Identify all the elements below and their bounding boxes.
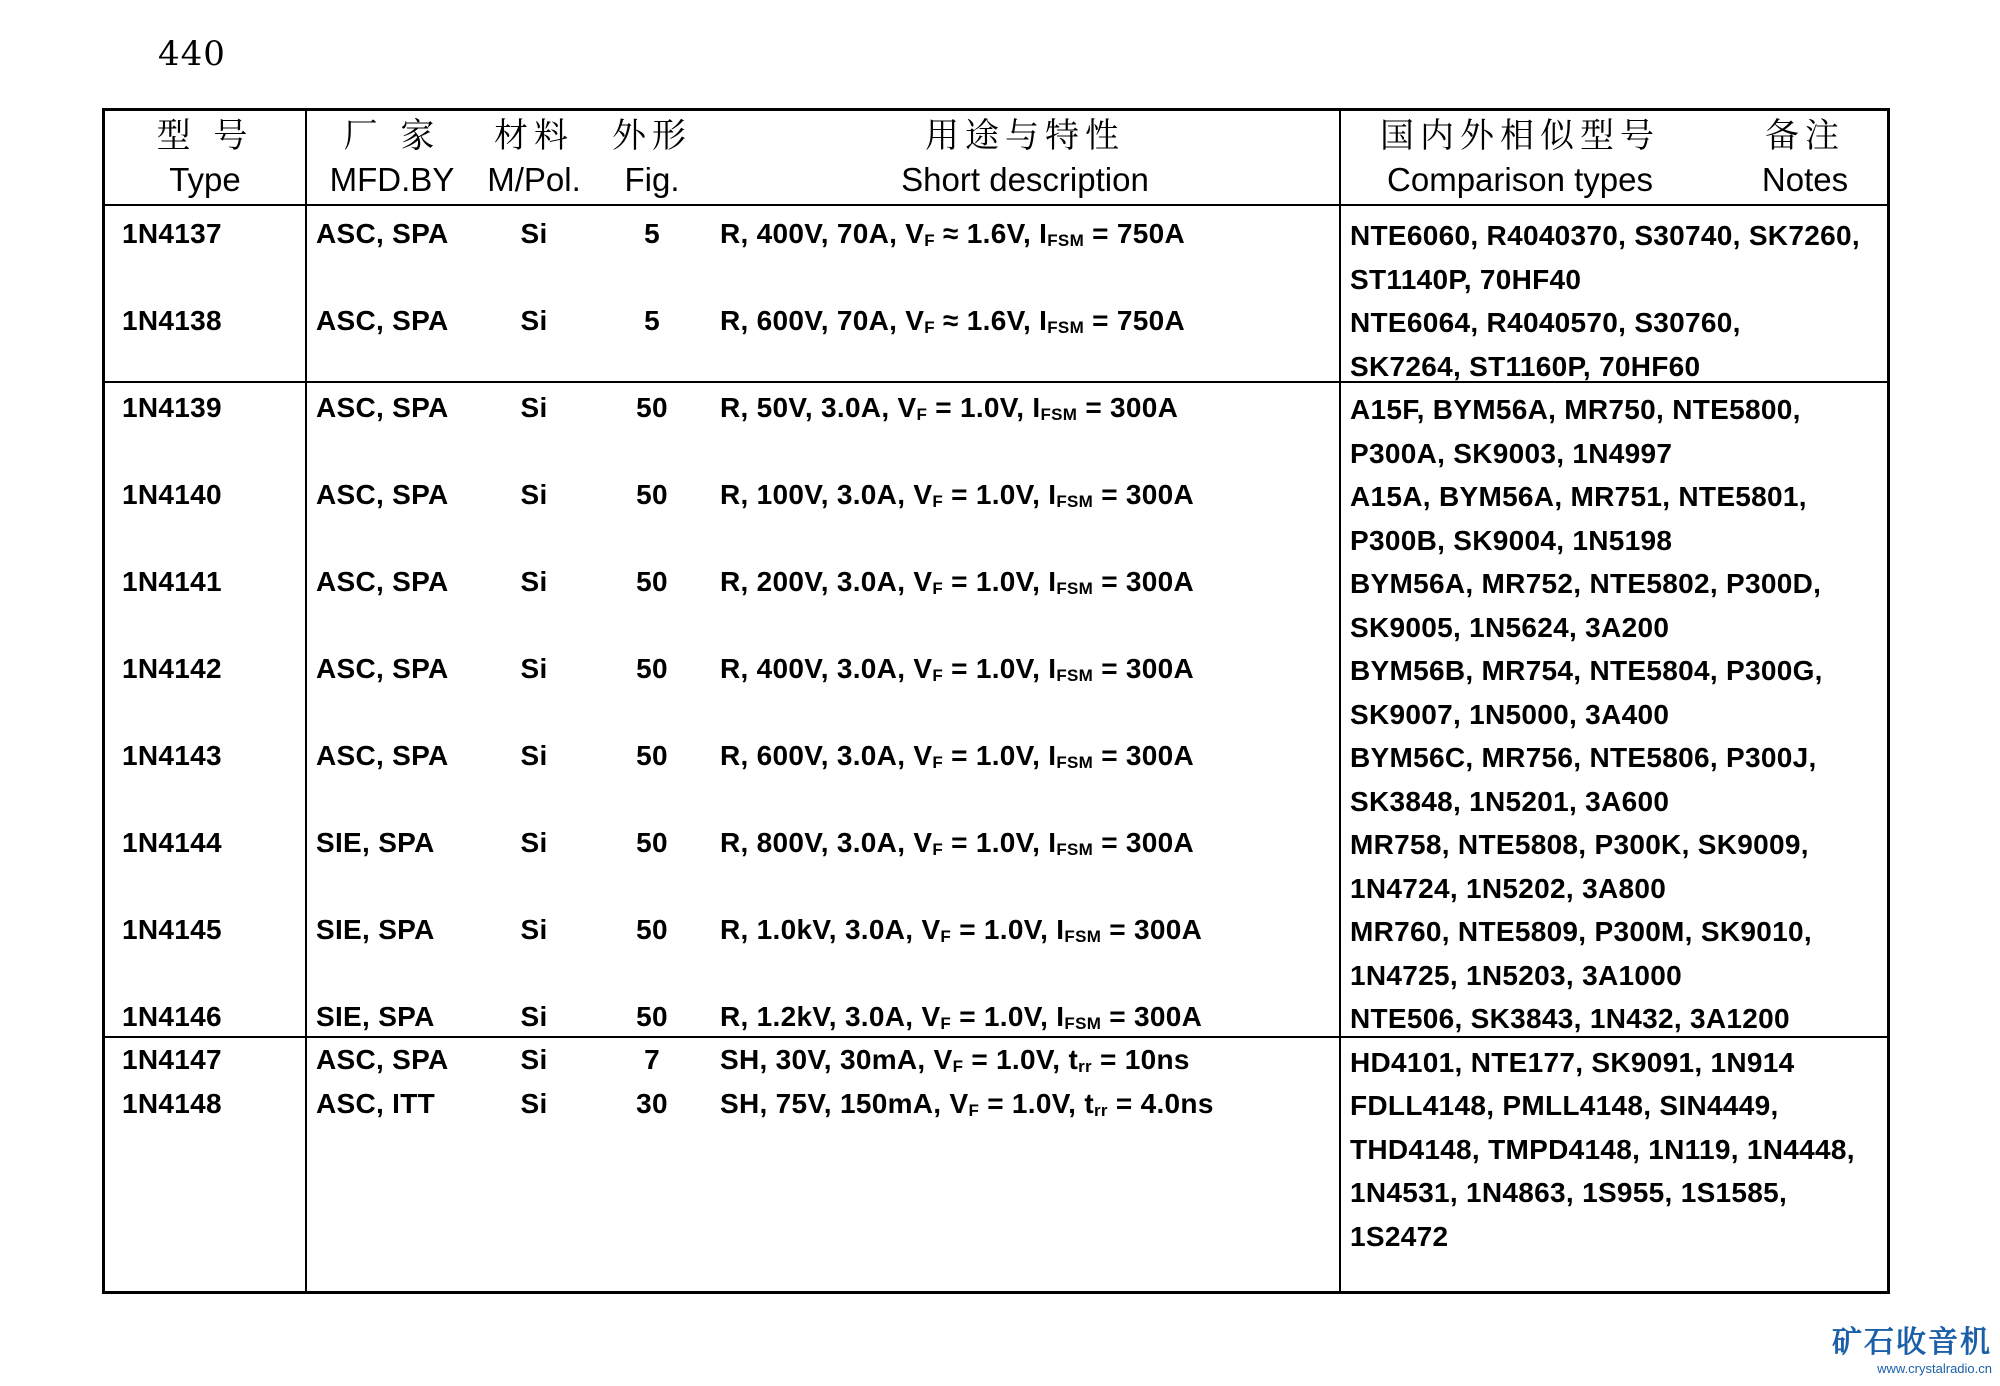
description-cell bbox=[720, 479, 1194, 511]
description-cell bbox=[720, 1001, 1202, 1033]
comparison-line: BYM56A, MR752, NTE5802, P300D, bbox=[1350, 568, 1822, 599]
fig-cell: 50 bbox=[636, 740, 668, 771]
fig-cell: 7 bbox=[644, 1044, 660, 1075]
mfd-cell: ASC, ITT bbox=[316, 1088, 436, 1119]
description-cell bbox=[720, 827, 1194, 859]
description-part: SH, 30V, 30mA, V bbox=[720, 1044, 953, 1075]
description-part: F bbox=[932, 492, 944, 511]
type-cell: 1N4141 bbox=[122, 566, 222, 597]
description-part: FSM bbox=[1056, 840, 1094, 859]
description-part: = 300A bbox=[1101, 914, 1203, 945]
type-cell: 1N4147 bbox=[122, 1044, 222, 1075]
description-part: FSM bbox=[1064, 1014, 1102, 1033]
type-cell: 1N4142 bbox=[122, 653, 222, 684]
comparison-line: 1S2472 bbox=[1350, 1220, 1449, 1252]
description-part: = 1.0V, I bbox=[951, 914, 1065, 945]
column-divider bbox=[305, 108, 307, 1294]
mfd-cell: ASC, SPA bbox=[316, 566, 449, 597]
description-part: F bbox=[968, 1101, 980, 1120]
type-cell: 1N4145 bbox=[122, 914, 222, 945]
material-cell: Si bbox=[520, 392, 548, 423]
comparison-line: MR760, NTE5809, P300M, SK9010, bbox=[1350, 916, 1812, 947]
material-cell: Si bbox=[520, 1044, 548, 1075]
description-part: = 300A bbox=[1093, 827, 1195, 858]
material-cell: Si bbox=[520, 566, 548, 597]
description-part: rr bbox=[1078, 1057, 1092, 1076]
description-part: = 750A bbox=[1084, 218, 1185, 249]
description-part: = 1.0V, I bbox=[943, 740, 1057, 771]
mfd-cell: ASC, SPA bbox=[316, 653, 449, 684]
header-notes: 备注 Notes bbox=[1761, 116, 1849, 198]
description-part: F bbox=[940, 927, 952, 946]
fig-cell: 50 bbox=[636, 566, 668, 597]
description-part: = 1.0V, I bbox=[943, 827, 1057, 858]
description-part: R, 600V, 3.0A, V bbox=[720, 740, 933, 771]
material-cell: Si bbox=[520, 1001, 548, 1032]
description-part: R, 50V, 3.0A, V bbox=[720, 392, 917, 423]
column-divider bbox=[1339, 108, 1341, 1294]
description-part: R, 600V, 70A, V bbox=[720, 305, 925, 336]
comparison-line: SK9005, 1N5624, 3A200 bbox=[1350, 611, 1670, 643]
comparison-types-column bbox=[1350, 214, 1860, 1258]
material-cell: Si bbox=[520, 653, 548, 684]
description-part: = 1.0V, I bbox=[927, 392, 1041, 423]
description-part: = 300A bbox=[1093, 479, 1195, 510]
description-part: R, 1.0kV, 3.0A, V bbox=[720, 914, 941, 945]
description-cell bbox=[720, 653, 1194, 685]
description-part: R, 800V, 3.0A, V bbox=[720, 827, 933, 858]
description-part: R, 400V, 3.0A, V bbox=[720, 653, 933, 684]
description-part: R, 100V, 3.0A, V bbox=[720, 479, 933, 510]
material-cell: Si bbox=[520, 827, 548, 858]
description-part: F bbox=[932, 753, 944, 772]
description-part: F bbox=[932, 840, 944, 859]
mfd-cell: ASC, SPA bbox=[316, 305, 449, 336]
header-description: 用途与特性 Short description bbox=[901, 116, 1149, 198]
description-part: FSM bbox=[1064, 927, 1102, 946]
mfd-cell: ASC, SPA bbox=[316, 740, 449, 771]
description-part: F bbox=[952, 1057, 964, 1076]
mfd-cell: SIE, SPA bbox=[316, 914, 435, 945]
description-part: = 10ns bbox=[1091, 1044, 1190, 1075]
fig-cell: 5 bbox=[644, 218, 660, 249]
header-comparison: 国内外相似型号 Comparison types bbox=[1380, 116, 1660, 198]
comparison-line: 1N4531, 1N4863, 1S955, 1S1585, bbox=[1350, 1177, 1788, 1208]
type-cell: 1N4137 bbox=[122, 218, 222, 249]
description-part: = 300A bbox=[1093, 653, 1195, 684]
comparison-line: A15F, BYM56A, MR750, NTE5800, bbox=[1350, 394, 1801, 425]
material-cell: Si bbox=[520, 740, 548, 771]
comparison-line: ST1140P, 70HF40 bbox=[1350, 263, 1582, 295]
comparison-line: A15A, BYM56A, MR751, NTE5801, bbox=[1350, 481, 1807, 512]
material-cell: Si bbox=[520, 914, 548, 945]
comparison-line: 1N4724, 1N5202, 3A800 bbox=[1350, 872, 1667, 904]
comparison-line: 1N4725, 1N5203, 3A1000 bbox=[1350, 959, 1682, 991]
fig-cell: 50 bbox=[636, 1001, 668, 1032]
description-cell bbox=[720, 566, 1194, 598]
mfd-cell: ASC, SPA bbox=[316, 218, 449, 249]
description-part: SH, 75V, 150mA, V bbox=[720, 1088, 969, 1119]
comparison-line: P300A, SK9003, 1N4997 bbox=[1350, 437, 1673, 469]
header-fig: 外形 Fig. bbox=[612, 116, 692, 198]
type-cell: 1N4138 bbox=[122, 305, 222, 336]
comparison-line: FDLL4148, PMLL4148, SIN4449, bbox=[1350, 1090, 1779, 1121]
description-part: = 300A bbox=[1093, 566, 1195, 597]
description-part: = 1.0V, t bbox=[979, 1088, 1094, 1119]
description-cell bbox=[720, 914, 1202, 946]
description-part: FSM bbox=[1056, 492, 1094, 511]
description-part: = 750A bbox=[1084, 305, 1185, 336]
comparison-line: NTE6060, R4040370, S30740, SK7260, bbox=[1350, 220, 1860, 251]
description-cell bbox=[720, 1088, 1214, 1120]
fig-cell: 50 bbox=[636, 479, 668, 510]
mfd-cell: SIE, SPA bbox=[316, 827, 435, 858]
page-number: 440 bbox=[158, 34, 226, 74]
mfd-cell: SIE, SPA bbox=[316, 1001, 435, 1032]
description-part: F bbox=[924, 231, 935, 250]
fig-cell: 5 bbox=[644, 305, 660, 336]
description-part: FSM bbox=[1056, 666, 1094, 685]
type-cell: 1N4139 bbox=[122, 392, 222, 423]
fig-cell: 50 bbox=[636, 392, 668, 423]
description-part: R, 200V, 3.0A, V bbox=[720, 566, 933, 597]
fig-cell: 50 bbox=[636, 914, 668, 945]
description-part: = 300A bbox=[1077, 392, 1179, 423]
fig-cell: 30 bbox=[636, 1088, 668, 1119]
description-part: = 1.0V, I bbox=[951, 1001, 1065, 1032]
description-part: ≈ 1.6V, I bbox=[934, 218, 1048, 249]
description-part: F bbox=[924, 318, 935, 337]
description-part: F bbox=[916, 405, 928, 424]
description-part: = 1.0V, I bbox=[943, 566, 1057, 597]
type-cell: 1N4143 bbox=[122, 740, 222, 771]
comparison-line: MR758, NTE5808, P300K, SK9009, bbox=[1350, 829, 1809, 860]
description-part: FSM bbox=[1056, 579, 1094, 598]
description-part: FSM bbox=[1056, 753, 1094, 772]
header-mfd: 厂 家 MFD.BY bbox=[329, 116, 455, 198]
mfd-cell: ASC, SPA bbox=[316, 1044, 449, 1075]
header-type: 型 号 Type bbox=[156, 116, 254, 198]
description-part: R, 400V, 70A, V bbox=[720, 218, 925, 249]
comparison-line: SK9007, 1N5000, 3A400 bbox=[1350, 698, 1670, 730]
description-part: = 1.0V, I bbox=[943, 479, 1057, 510]
comparison-line: SK3848, 1N5201, 3A600 bbox=[1350, 785, 1670, 817]
type-cell: 1N4144 bbox=[122, 827, 222, 858]
description-part: = 4.0ns bbox=[1107, 1088, 1214, 1119]
description-part: F bbox=[932, 666, 944, 685]
fig-cell: 50 bbox=[636, 653, 668, 684]
type-cell: 1N4140 bbox=[122, 479, 222, 510]
description-part: rr bbox=[1093, 1101, 1108, 1120]
header-material: 材料 M/Pol. bbox=[487, 116, 581, 198]
type-cell: 1N4146 bbox=[122, 1001, 222, 1032]
comparison-line: BYM56C, MR756, NTE5806, P300J, bbox=[1350, 742, 1817, 773]
comparison-line: NTE6064, R4040570, S30760, bbox=[1350, 307, 1741, 338]
description-part: R, 1.2kV, 3.0A, V bbox=[720, 1001, 941, 1032]
description-part: FSM bbox=[1047, 231, 1085, 250]
description-part: = 1.0V, t bbox=[963, 1044, 1079, 1075]
description-part: FSM bbox=[1040, 405, 1078, 424]
material-cell: Si bbox=[520, 1088, 548, 1119]
comparison-line: NTE506, SK3843, 1N432, 3A1200 bbox=[1350, 1003, 1790, 1034]
description-cell bbox=[720, 305, 1185, 337]
comparison-line: BYM56B, MR754, NTE5804, P300G, bbox=[1350, 655, 1823, 686]
description-cell bbox=[720, 392, 1178, 424]
material-cell: Si bbox=[520, 305, 548, 336]
header-divider bbox=[102, 204, 1890, 206]
material-cell: Si bbox=[520, 479, 548, 510]
comparison-line: P300B, SK9004, 1N5198 bbox=[1350, 524, 1673, 556]
comparison-line: SK7264, ST1160P, 70HF60 bbox=[1350, 350, 1701, 382]
watermark-url: www.crystalradio.cn bbox=[1877, 1361, 1992, 1376]
description-part: F bbox=[940, 1014, 952, 1033]
material-cell: Si bbox=[520, 218, 548, 249]
watermark-logo: 矿石收音机 bbox=[1832, 1325, 1992, 1360]
description-part: = 1.0V, I bbox=[943, 653, 1057, 684]
description-part: = 300A bbox=[1093, 740, 1195, 771]
mfd-cell: ASC, SPA bbox=[316, 479, 449, 510]
description-cell bbox=[720, 218, 1185, 250]
description-part: ≈ 1.6V, I bbox=[934, 305, 1048, 336]
fig-cell: 50 bbox=[636, 827, 668, 858]
watermark bbox=[1832, 1317, 1992, 1376]
description-part: F bbox=[932, 579, 944, 598]
type-cell: 1N4148 bbox=[122, 1088, 222, 1119]
description-part: = 300A bbox=[1101, 1001, 1203, 1032]
mfd-cell: ASC, SPA bbox=[316, 392, 449, 423]
comparison-line: THD4148, TMPD4148, 1N119, 1N4448, bbox=[1350, 1133, 1855, 1165]
description-cell bbox=[720, 1044, 1190, 1076]
comparison-line: HD4101, NTE177, SK9091, 1N914 bbox=[1350, 1046, 1795, 1078]
description-part: FSM bbox=[1047, 318, 1085, 337]
description-cell bbox=[720, 740, 1194, 772]
